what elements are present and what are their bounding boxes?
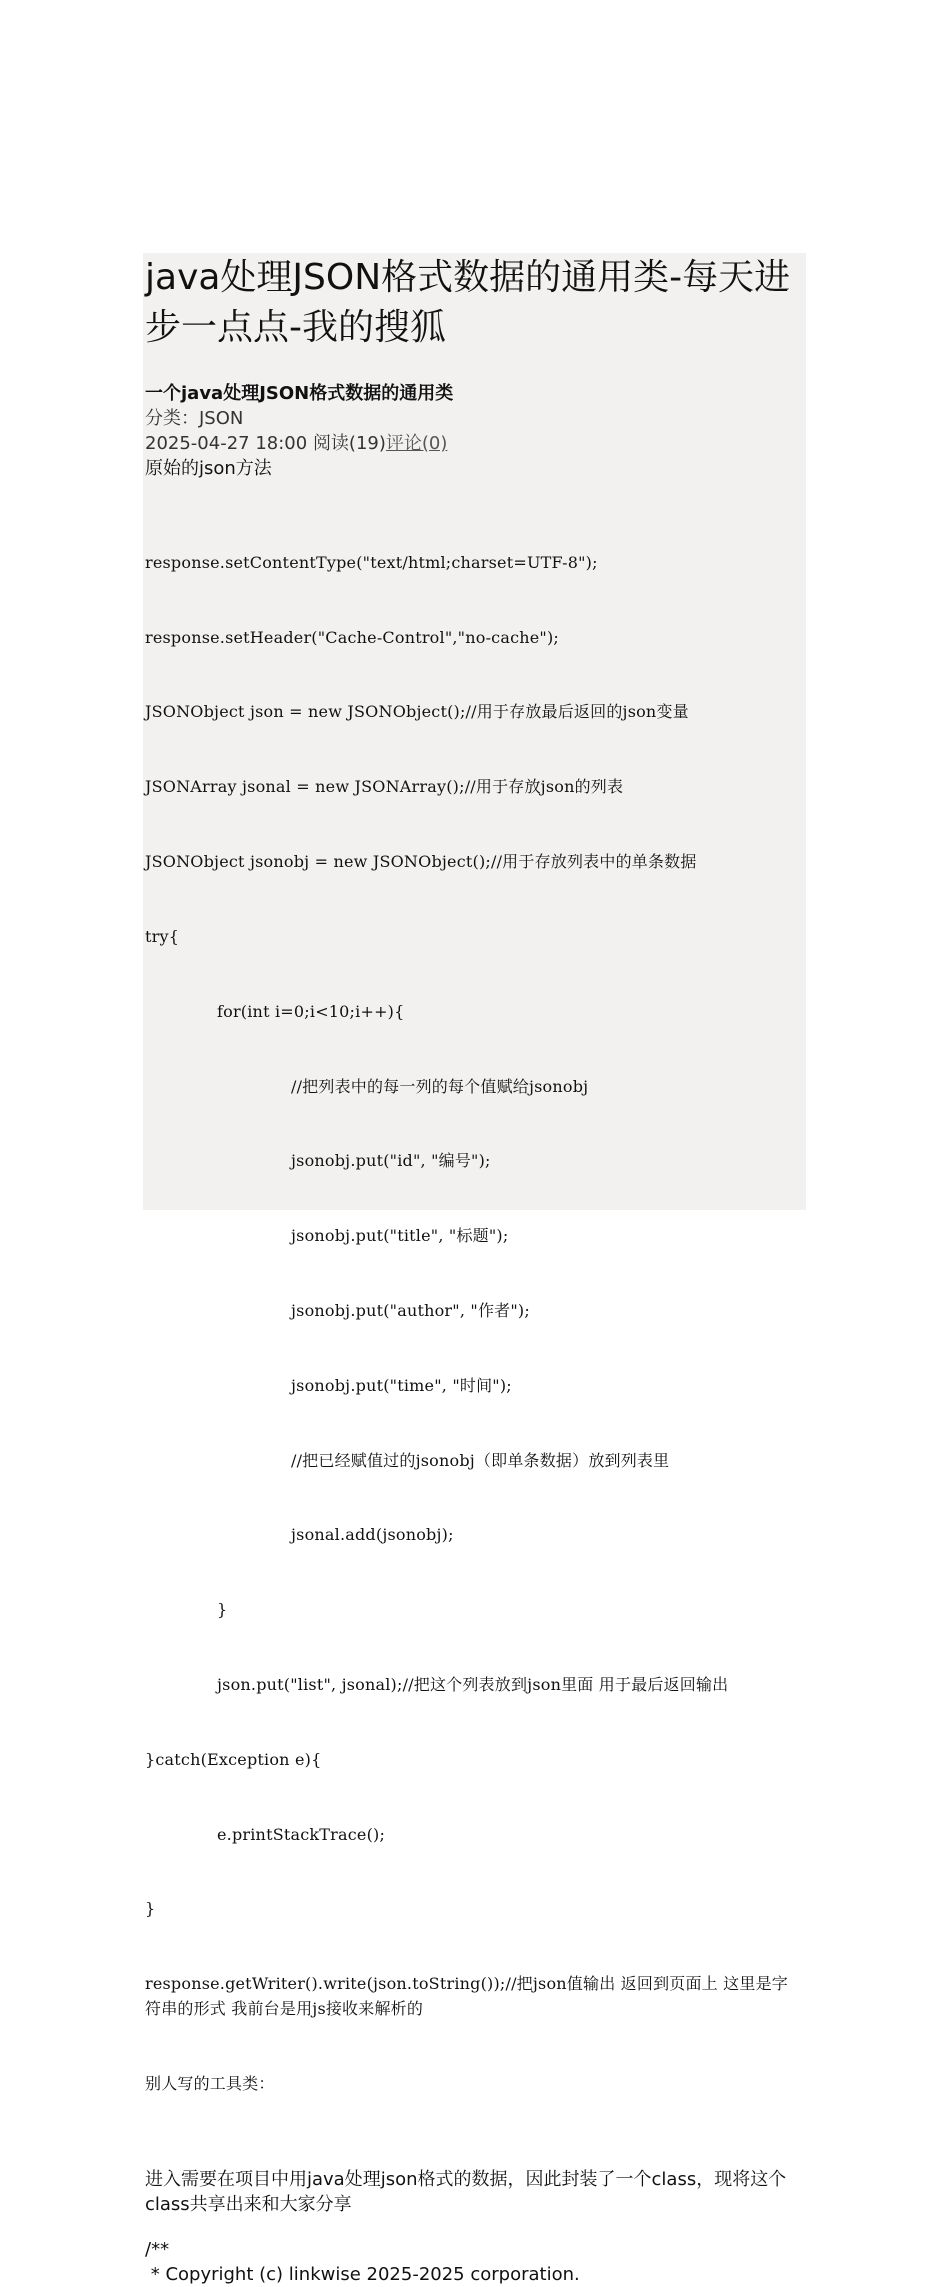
comments-link[interactable]: 评论(0) — [385, 433, 448, 454]
code-line: for(int i=0;i<10;i++){ — [217, 1001, 405, 1021]
code-line: }catch(Exception e){ — [145, 1749, 322, 1769]
intro-text: 原始的json方法 — [145, 458, 272, 479]
article-content — [143, 253, 806, 2285]
article-subtitle: 一个java处理JSON格式数据的通用类 — [145, 383, 454, 404]
code-line: jsonobj.put("title", "标题"); — [291, 1226, 509, 1246]
page-title: java处理JSON格式数据的通用类-每天进步一点点-我的搜狐 — [145, 257, 791, 348]
code-line: response.setHeader("Cache-Control","no-cache"); — [145, 627, 560, 647]
read-count: 阅读(19) — [312, 433, 386, 454]
meta-info — [143, 431, 806, 456]
code-line: JSONArray jsonal = new JSONArray();//用于存放json的列表 — [145, 777, 624, 797]
code-block — [143, 501, 806, 2147]
code-line: //把已经赋值过的jsonobj（即单条数据）放到列表里 — [291, 1450, 670, 1470]
code-line: response.getWriter().write(json.toString());//把json值输出 返回到页面上 这里是字符串的形式 我前台是用js接收来解析的 — [145, 1974, 788, 2019]
code-line: jsonobj.put("time", "时间"); — [291, 1375, 512, 1395]
code-line: JSONObject json = new JSONObject();//用于存放最后返回的json变量 — [145, 702, 689, 722]
code-line: json.put("list", jsonal);//把这个列表放到json里面 用于最后返回输出 — [217, 1675, 729, 1694]
code-line: jsonal.add(jsonobj); — [291, 1525, 454, 1545]
code-line: jsonobj.put("id", "编号"); — [291, 1151, 491, 1171]
code-line: jsonobj.put("author", "作者"); — [291, 1300, 530, 1320]
code-line: //把列表中的每一列的每个值赋给jsonobj — [291, 1076, 589, 1096]
others-tools-label: 别人写的工具类： — [145, 2073, 275, 2093]
comment-open: /** — [145, 2238, 170, 2260]
code-line: e.printStackTrace(); — [217, 1824, 386, 1844]
code-line: JSONObject jsonobj = new JSONObject();//用于存放列表中的单条数据 — [145, 852, 697, 872]
body-paragraph: 进入需要在项目中用java处理json格式的数据，因此封装了一个class，现将这个class共享出来和大家分享 — [145, 2168, 787, 2215]
comment-block — [143, 2237, 806, 2287]
category-line: 分类：JSON — [145, 408, 244, 429]
code-line: } — [217, 1600, 228, 1620]
copyright-line: * Copyright (c) linkwise 2025-2025 corporation. — [145, 2263, 580, 2285]
post-datetime: 2025-04-27 18:00 — [145, 433, 308, 454]
code-line: try{ — [145, 926, 180, 946]
code-line: } — [145, 1899, 156, 1919]
code-line: response.setContentType("text/html;charset=UTF-8"); — [145, 552, 598, 572]
